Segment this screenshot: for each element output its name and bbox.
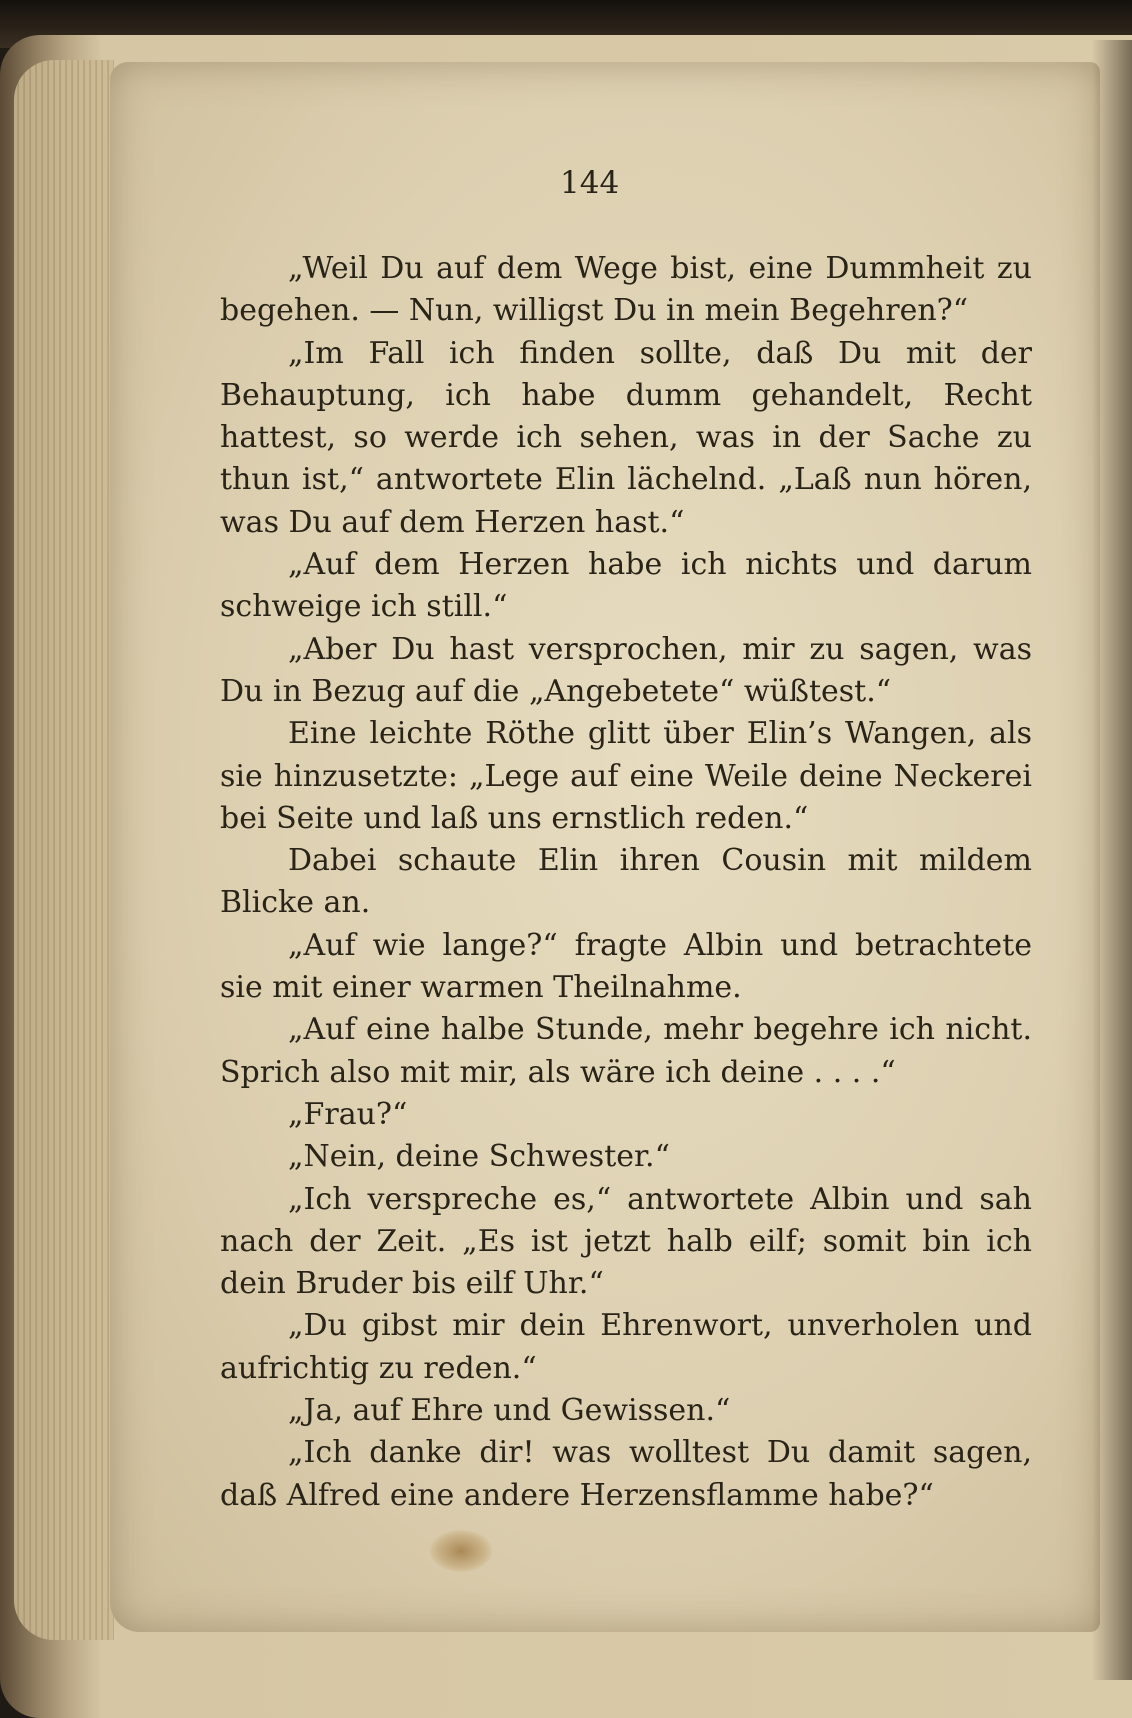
page-edges [14, 60, 114, 1640]
gutter-shadow [1092, 40, 1132, 1680]
paragraph: „Ich danke dir! was wolltest Du damit sagen, daß Alfred eine andere Herzensflamme habe?“ [220, 1435, 1032, 1513]
paragraph: „Aber Du hast versprochen, mir zu sagen, was Du in Bezug auf die „Angebetete“ wüßtest.“ [220, 631, 1032, 709]
paragraph: „Auf wie lange?“ fragte Albin und betrachtete sie mit einer warmen Theilnahme. [220, 927, 1032, 1006]
body-text [220, 248, 1032, 1517]
paragraph: „Im Fall ich finden sollte, daß Du mit der Behauptung, ich habe dumm gehandelt, Recht hattest, so werde ich sehen, was in der Sache zu thun ist,“ antwortete Elin lächelnd. „Laß nun hören, was Du auf dem Herzen hast.“ [220, 335, 1032, 540]
page-stain [430, 1530, 492, 1572]
paragraph: Eine leichte Röthe glitt über Elin’s Wangen, als sie hinzusetzte: „Lege auf eine Weile deine Neckerei bei Seite und laß uns ernstlich reden.“ [220, 716, 1032, 836]
paragraph: „Nein, deine Schwester.“ [288, 1139, 670, 1175]
paragraph: „Du gibst mir dein Ehrenwort, unverholen und aufrichtig zu reden.“ [220, 1308, 1032, 1386]
paragraph: „Frau?“ [288, 1096, 408, 1132]
page-number: 144 [560, 165, 620, 201]
paragraph: „Weil Du auf dem Wege bist, eine Dummheit zu begehen. — Nun, willigst Du in mein Begehren?“ [220, 251, 1032, 329]
paragraph: Dabei schaute Elin ihren Cousin mit mildem Blicke an. [220, 843, 1032, 921]
paragraph: „Ich verspreche es,“ antwortete Albin und sah nach der Zeit. „Es ist jetzt halb eilf; somit bin ich dein Bruder bis eilf Uhr.“ [220, 1181, 1032, 1302]
paragraph: „Auf dem Herzen habe ich nichts und darum schweige ich still.“ [220, 547, 1032, 625]
paragraph: „Ja, auf Ehre und Gewissen.“ [288, 1393, 731, 1429]
paragraph: „Auf eine halbe Stunde, mehr begehre ich nicht. Sprich also mit mir, als wäre ich deine . . . .“ [220, 1012, 1032, 1090]
